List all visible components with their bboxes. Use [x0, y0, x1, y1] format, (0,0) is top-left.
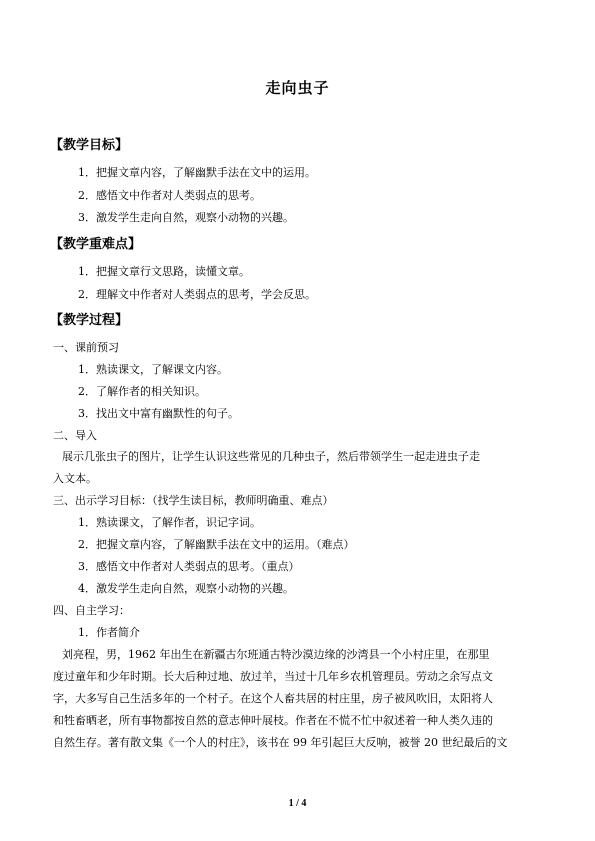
process-list-item: 3．找出文中富有幽默性的句子。 — [78, 407, 239, 420]
section-heading-objectives: 【教学目标】 — [50, 138, 129, 153]
objective-item: 3．激发学生走向自然，观察小动物的兴趣。 — [78, 211, 294, 224]
objective-item: 1．把握文章内容，了解幽默手法在文中的运用。 — [78, 166, 316, 179]
key-point-item: 2．理解文中作者对人类弱点的思考，学会反思。 — [78, 288, 316, 301]
process-list-item: 4．激发学生走向自然，观察小动物的兴趣。 — [78, 582, 294, 595]
paragraph-line: 字，大多写自己生活多年的一个村子。在这个人畜共居的村庄里，房子被风吹旧，太阳将人 — [53, 692, 493, 705]
process-list-item: 1．熟读课文，了解作者，识记字词。 — [78, 516, 261, 529]
process-list-item: 2．把握文章内容，了解幽默手法在文中的运用。（难点） — [78, 538, 355, 551]
key-point-item: 1．把握文章行文思路，读懂文章。 — [78, 265, 250, 278]
section-heading-key-points: 【教学重难点】 — [50, 237, 142, 252]
page-number: 1 / 4 — [288, 798, 307, 809]
process-list-item: 2．了解作者的相关知识。 — [78, 385, 206, 398]
process-part-heading: 一、课前预习 — [53, 341, 119, 354]
process-part-heading: 四、自主学习： — [53, 604, 130, 617]
process-list-item: 1．熟读课文，了解课文内容。 — [78, 363, 228, 376]
paragraph-line: 度过童年和少年时期。长大后种过地、放过羊，当过十几年乡农机管理员。劳动之余写点文 — [53, 670, 493, 683]
objective-item: 2．感悟文中作者对人类弱点的思考。 — [78, 189, 261, 202]
paragraph-line: 和牲畜晒老，所有事物都按自然的意志伸叶展枝。作者在不慌不忙中叙述着一种人类久违的 — [53, 714, 493, 727]
process-part-heading: 三、出示学习目标：（找学生读目标，教师明确重、难点） — [53, 494, 334, 507]
process-subheading: 1．作者简介 — [78, 626, 140, 639]
document-title: 走向虫子 — [265, 79, 330, 97]
section-heading-process: 【教学过程】 — [50, 313, 129, 328]
paragraph-line: 自然生存。著有散文集《一个人的村庄》，该书在 99 年引起巨大反响，被誉 20 世纪最后的文 — [53, 736, 508, 749]
paragraph-line: 入文本。 — [53, 472, 97, 485]
process-part-heading: 二、导入 — [53, 429, 97, 442]
process-list-item: 3．感悟文中作者对人类弱点的思考。（重点） — [78, 560, 300, 573]
paragraph-line: 展示几张虫子的图片，让学生认识这些常见的几种虫子，然后带领学生一起走进虫子走 — [62, 450, 480, 463]
paragraph-line: 刘亮程，男，1962 年出生在新疆古尔班通古特沙漠边缘的沙湾县一个小村庄里，在那里 — [62, 648, 490, 661]
